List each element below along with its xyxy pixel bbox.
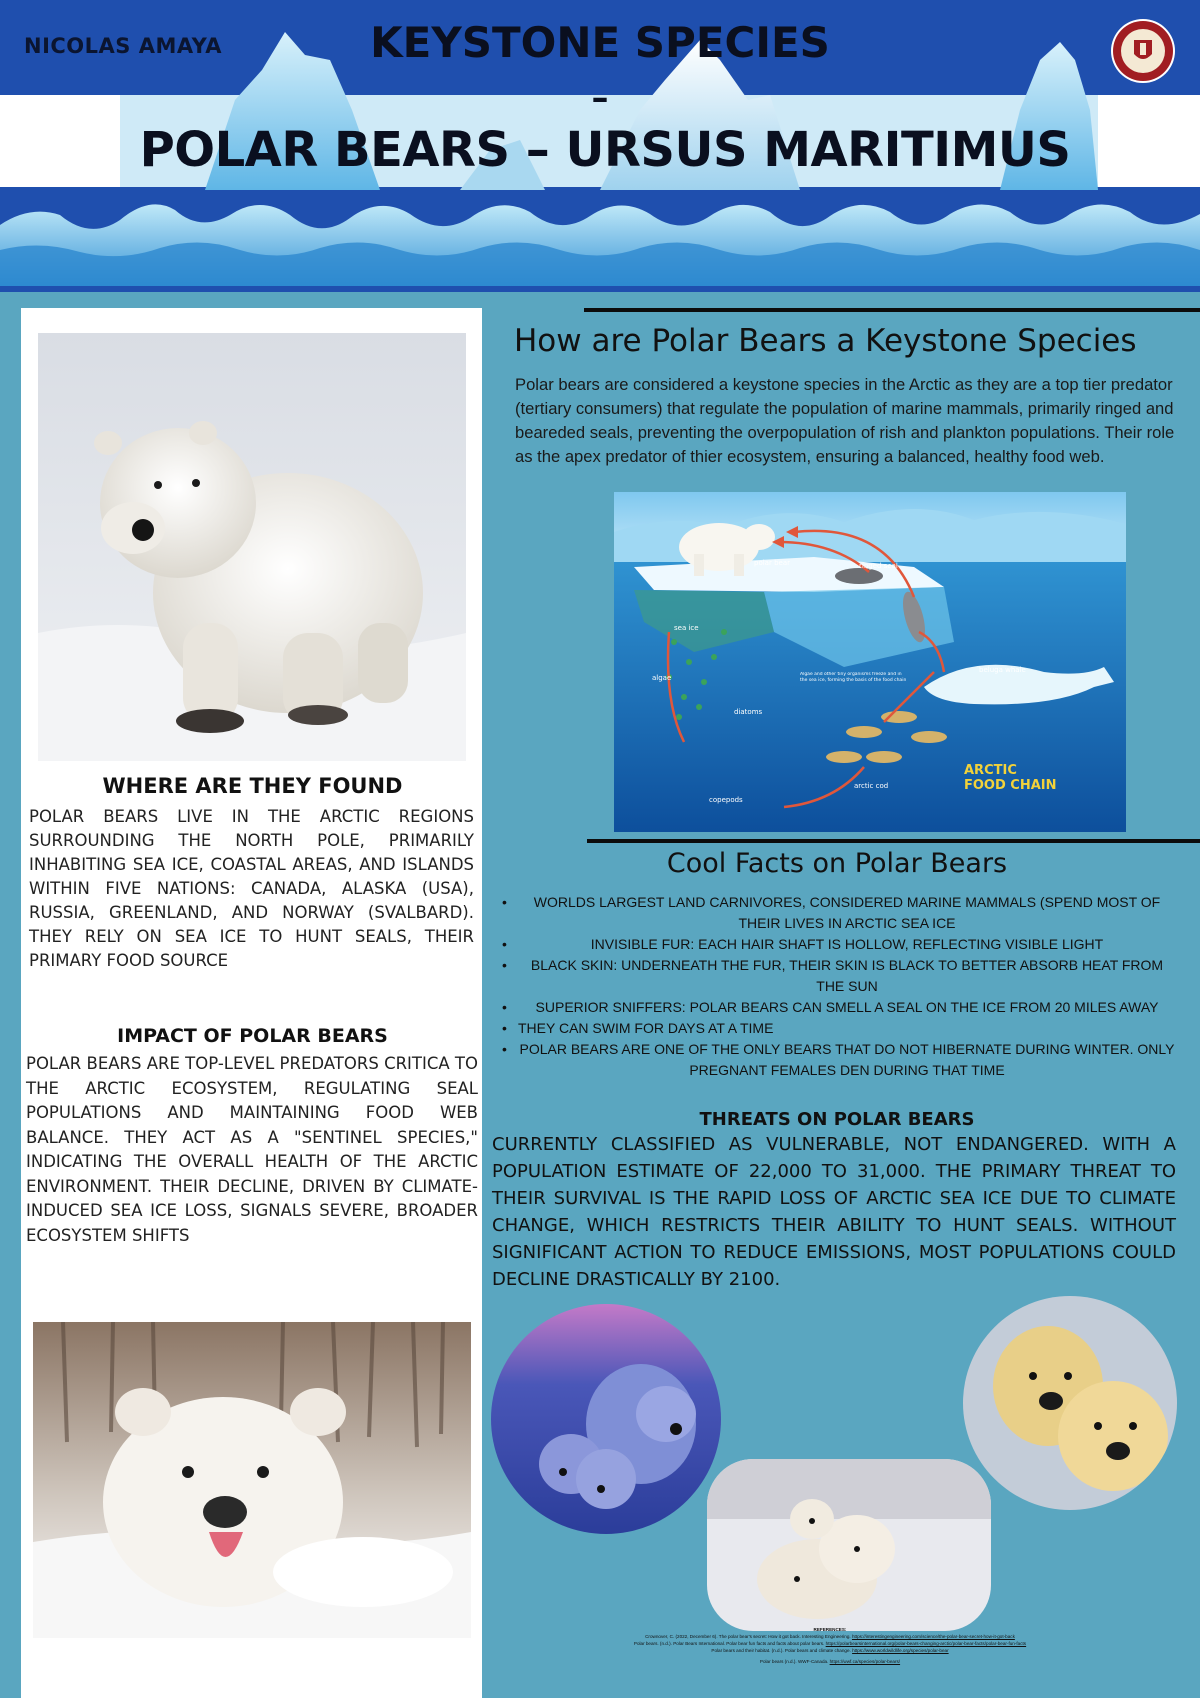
where-found-text: POLAR BEARS LIVE IN THE ARCTIC REGIONS SURROUNDING THE NORTH POLE, PRIMARILY INHABITING SEA ICE, COASTAL AREAS, AND ISLANDS WITHIN FIVE NATIONS: CANADA, ALASKA (USA), RUSSIA, GREENLAND, AND NORWAY (SVALBARD). THEY RELY ON SEA ICE TO HUNT SEALS, THEIR PRIMARY FOOD SOURCE (29, 807, 474, 970)
where-found-title: WHERE ARE THEY FOUND (102, 774, 403, 798)
threats-text: CURRENTLY CLASSIFIED AS VULNERABLE, NOT ENDANGERED. WITH A POPULATION ESTIMATE OF 22,000 TO 31,000. THE PRIMARY THREAT TO THEIR SURVIVAL IS THE RAPID LOSS OF ARCTIC SEA ICE DUE TO CLIMATE CHANGE, WHICH RESTRICTS THEIR ABILITY TO HUNT SEALS. WITHOUT SIGNIFICANT ACTION TO REDUCE EMISSIONS, MOST POPULATIONS COULD DECLINE DRASTICALLY BY 2100. (492, 1134, 1176, 1290)
fact-item (496, 1018, 1176, 1039)
food-chain-title-1: ARCTIC (964, 763, 1017, 778)
divider-top (584, 308, 1200, 312)
author-name: NICOLAS AMAYA (24, 34, 223, 58)
impact-title: IMPACT OF POLAR BEARS (117, 1025, 388, 1047)
reference-line (480, 1647, 1180, 1654)
fact-item (496, 1039, 1176, 1081)
fact-text: THEY CAN SWIM FOR DAYS AT A TIME (518, 1020, 774, 1036)
fact-item (496, 997, 1176, 1018)
reference-line (480, 1658, 1180, 1665)
fact-item (496, 892, 1176, 934)
food-chain-title-2: FOOD CHAIN (964, 778, 1057, 793)
label-polar-bear: polar bear (754, 559, 790, 567)
polar-bear-pair-photo (963, 1296, 1177, 1510)
reference-text: Polar bears (n.d.). WWF-Canada. (759, 1659, 829, 1664)
facts-title: Cool Facts on Polar Bears (666, 848, 1008, 879)
poster-header (0, 0, 1200, 292)
bullet-icon: • (502, 936, 507, 952)
reference-text: Polar bears. (n.d.). Polar Bears International. Polar bear fun facts and facts about polar bears. (633, 1641, 825, 1646)
fact-text: BLACK SKIN: UNDERNEATH THE FUR, THEIR SKIN IS BLACK TO BETTER ABSORB HEAT FROM THE SUN (530, 957, 1164, 994)
reference-link[interactable]: https://interestingengineering.com/science/the-polar-bear-secret-how-it-got-back (851, 1634, 1015, 1639)
poster-title-dash: – (591, 78, 609, 118)
polar-bear-cub-photo (33, 1322, 471, 1638)
fact-item (496, 934, 1176, 955)
school-seal-logo (1110, 18, 1176, 84)
divider-mid (587, 839, 1200, 843)
reference-link[interactable]: https://www.worldwildlife.org/species/polar-bear (852, 1648, 949, 1653)
references-heading: REFERENCES: (813, 1627, 847, 1632)
reference-text: Polar bears and their habitat. (n.d.). Polar bears and climate change. (711, 1648, 851, 1653)
fact-text: POLAR BEARS ARE ONE OF THE ONLY BEARS THAT DO NOT HIBERNATE DURING WINTER. ONLY PREGNANT FEMALES DEN DURING THAT TIME (519, 1041, 1175, 1078)
label-algae: algae (652, 674, 672, 682)
keystone-text: Polar bears are considered a keystone species in the Arctic as they are a top tier predator (tertiary consumers) that regulate the population of marine mammals, primarily ringed and beareded seals, preventing the overpopulation of rish and plankton populations. Their role as the apex predator of thier ecosystem, ensuring a balanced, healthy food web. (515, 375, 1175, 466)
label-arctic-cod: arctic cod (854, 782, 889, 790)
bullet-icon: • (502, 894, 507, 910)
bullet-icon: • (502, 1041, 507, 1057)
fact-text: WORLDS LARGEST LAND CARNIVORES, CONSIDERED MARINE MAMMALS (SPEND MOST OF THEIR LIVES IN ARCTIC SEA ICE (533, 894, 1161, 931)
label-algae-note: Algae and other tiny organisms freeze and in the sea ice, forming the basis of the food chain (800, 672, 907, 683)
bullet-icon: • (502, 999, 507, 1015)
arctic-food-chain-diagram (614, 492, 1126, 832)
fact-item (496, 955, 1176, 997)
reference-link[interactable]: https://wwf.ca/species/polar-bears/ (829, 1659, 901, 1664)
impact-text: POLAR BEARS ARE TOP-LEVEL PREDATORS CRITICA TO THE ARCTIC ECOSYSTEM, REGULATING SEAL POPULATIONS AND MAINTAINING FOOD WEB BALANCE. THEY ACT AS A "SENTINEL SPECIES," INDICATING THE OVERALL HEALTH OF THE ARCTIC ENVIRONMENT. THEIR DECLINE, DRIVEN BY CLIMATE-INDUCED SEA ICE LOSS, SIGNALS SEVERE, BROADER ECOSYSTEM SHIFTS (26, 1054, 478, 1245)
label-diatoms: diatoms (734, 708, 763, 716)
fact-text: INVISIBLE FUR: EACH HAIR SHAFT IS HOLLOW, REFLECTING VISIBLE LIGHT (590, 936, 1104, 952)
polar-bear-cubs-snow-photo (707, 1459, 991, 1631)
poster-title-line2: POLAR BEARS – URSUS MARITIMUS (139, 122, 1071, 178)
fact-text: SUPERIOR SNIFFERS: POLAR BEARS CAN SMELL A SEAL ON THE ICE FROM 20 MILES AWAY (535, 999, 1159, 1015)
label-beluga-whale: beluga whale (979, 666, 1026, 674)
bullet-icon: • (502, 957, 507, 973)
bullet-icon: • (502, 1020, 507, 1036)
reference-text: Crownover, C. (2022, December 6). The polar bear's secret: How it got back. Interesting Engineering. (645, 1634, 851, 1639)
threats-title: THREATS ON POLAR BEARS (699, 1109, 975, 1130)
references-block (480, 1626, 1180, 1665)
polar-bear-family-photo (491, 1304, 721, 1534)
reference-link[interactable]: https://polarbearsinternational.org/polar-bears-changing-arctic/polar-bear-facts/polar-bear-fun-facts (825, 1641, 1027, 1646)
reference-line (480, 1633, 1180, 1640)
polar-bear-walking-photo (38, 333, 466, 761)
reference-line (480, 1640, 1180, 1647)
poster-title-line1: KEYSTONE SPECIES (370, 18, 830, 67)
label-copepods: copepods (709, 796, 743, 804)
label-ringed-seal: ringed seal (859, 562, 898, 570)
keystone-title: How are Polar Bears a Keystone Species (514, 323, 1137, 359)
label-sea-ice: sea ice (674, 624, 699, 632)
facts-list (496, 892, 1176, 1081)
